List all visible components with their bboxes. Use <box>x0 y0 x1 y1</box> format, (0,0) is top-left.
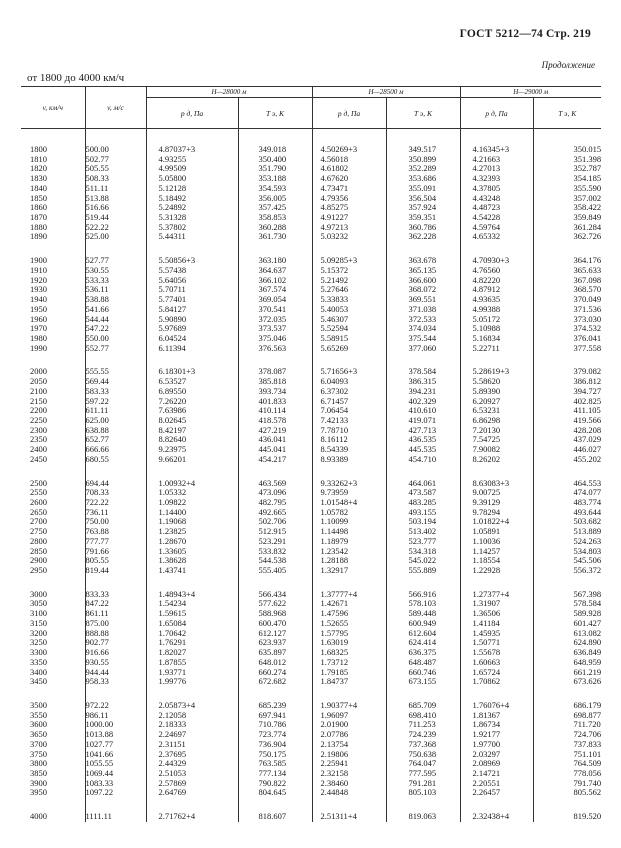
cell-pd1: 2.05873+4 2.12058 2.18333 2.24697 2.31151 2.37695 2.44329 2.51053 2.57869 2.64769 <box>146 687 238 798</box>
data-table <box>21 86 601 822</box>
cell-pd1: 1.00932+4 1.05332 1.09822 1.14400 1.19068 1.23825 1.28670 1.33605 1.38628 1.43741 <box>146 465 238 576</box>
cell-pd1: 1.48943+4 1.54234 1.59615 1.65084 1.70642 1.76291 1.82027 1.87855 1.93771 1.99776 <box>146 576 238 687</box>
table-row-group-2 <box>21 242 601 353</box>
cell-v-ms: 555.55 569.44 583.33 597.22 611.11 625.00 638.88 652.77 666.66 680.55 <box>85 353 146 464</box>
cell-t1: 349.018 350.400 351.790 353.188 354.593 356.005 357.425 358.853 360.288 361.730 <box>238 129 312 243</box>
table-row-group-5 <box>21 576 601 687</box>
cell-t2: 685.709 698.410 711.253 724.239 737.368 750.638 764.047 777.595 791.281 805.103 <box>386 687 460 798</box>
cell-v-ms: 527.77 530.55 533.33 536.11 538.88 541.66 544.44 547.22 550.00 552.77 <box>85 242 146 353</box>
cell-pd3: 4.16345+3 4.21663 4.27013 4.32393 4.37805 4.43248 4.48723 4.54228 4.59764 4.65332 <box>460 129 533 243</box>
cell-pd2: 1.37777+4 1.42671 1.47596 1.52655 1.57795 1.63019 1.68325 1.73712 1.79185 1.84737 <box>312 576 386 687</box>
cell-v-kmh: 3500 3550 3600 3650 3700 3750 3800 3850 3900 3950 <box>30 699 47 798</box>
cell-pd2: 2.51311+4 <box>312 798 386 822</box>
cell-pd2: 5.09285+3 5.15372 5.21492 5.27646 5.33833 5.40053 5.46307 5.52594 5.58915 5.65269 <box>312 242 386 353</box>
col-alt2: H—28500 м <box>312 87 460 98</box>
col-pd3: p д, Па <box>460 98 533 129</box>
data-table-wrapper <box>21 86 601 822</box>
cell-t1: 818.607 <box>238 798 312 822</box>
cell-t1: 363.180 364.637 366.102 367.574 369.054 370.541 372.035 373.537 375.046 376.563 <box>238 242 312 353</box>
table-row-group-3 <box>21 353 601 464</box>
cell-pd3: 8.63083+3 9.00725 9.39129 9.78294 1.01822+4 1.05891 1.10036 1.14257 1.18554 1.22928 <box>460 465 533 576</box>
cell-t3: 819.520 <box>533 798 601 822</box>
col-t3: T э, К <box>533 98 601 129</box>
cell-t2: 363.678 365.135 366.600 368.072 369.551 371.038 372.533 374.034 375.544 377.060 <box>386 242 460 353</box>
continuation-label: Продолжение <box>541 60 595 70</box>
cell-t1: 463.569 473.096 482.795 492.665 502.706 512.915 523.291 533.832 544.538 555.405 <box>238 465 312 576</box>
cell-pd3: 5.28619+3 5.58620 5.89390 6.20927 6.53231 6.86298 7.20130 7.54725 7.90082 8.26202 <box>460 353 533 464</box>
cell-pd2: 9.33262+3 9.73959 1.01548+4 1.05782 1.10099 1.14498 1.18979 1.23542 1.28188 1.32917 <box>312 465 386 576</box>
cell-t3: 379.082 386.812 394.727 402.825 411.105 419.566 428.208 437.029 446.027 455.202 <box>533 353 601 464</box>
cell-pd3: 4.70930+3 4.76560 4.82220 4.87912 4.93635 4.99388 5.05172 5.10988 5.16834 5.22711 <box>460 242 533 353</box>
cell-pd3: 1.76076+4 1.81367 1.86734 1.92177 1.97700 2.03297 2.08969 2.14721 2.20551 2.26457 <box>460 687 533 798</box>
cell-t1: 566.434 577.622 588.968 600.470 612.127 623.937 635.897 648.012 660.274 672.682 <box>238 576 312 687</box>
cell-pd1: 6.18301+3 6.53527 6.89550 7.26220 7.63986 8.02645 8.42197 8.82640 9.23975 9.66201 <box>146 353 238 464</box>
cell-t3: 350.015 351.398 352.787 354.185 355.590 357.002 358.422 359.849 361.284 362.726 <box>533 129 601 243</box>
cell-pd2: 1.90377+4 1.96097 2.01900 2.07786 2.13754 2.19806 2.25941 2.32158 2.38460 2.44848 <box>312 687 386 798</box>
cell-t1: 685.239 697.941 710.786 723.774 736.904 750.175 763.585 777.134 790.822 804.645 <box>238 687 312 798</box>
cell-v-kmh: 2500 2550 2600 2650 2700 2750 2800 2850 2900 2950 <box>30 477 47 576</box>
cell-t3: 464.553 474.077 483.774 493.644 503.682 513.889 524.263 534.803 545.506 556.372 <box>533 465 601 576</box>
cell-t2: 464.061 473.587 483.285 493.155 503.194 513.402 523.777 534.318 545.022 555.889 <box>386 465 460 576</box>
cell-v-ms: 1111.11 <box>85 798 146 822</box>
cell-t2: 349.517 350.899 352.289 353.686 355.091 356.504 357.924 359.351 360.786 362.228 <box>386 129 460 243</box>
cell-pd2: 5.71656+3 6.04093 6.37302 6.71457 7.06454 7.42133 7.78710 8.16112 8.54339 8.93389 <box>312 353 386 464</box>
cell-v-ms: 694.44 708.33 722.22 736.11 750.00 763.88 777.77 791.66 805.55 819.44 <box>85 465 146 576</box>
table-row-group-1 <box>21 129 601 243</box>
col-t2: T э, К <box>386 98 460 129</box>
cell-t2: 378.584 386.315 394.231 402.329 410.610 419.071 427.713 436.535 445.535 454.710 <box>386 353 460 464</box>
cell-pd1: 5.50856+3 5.57438 5.64056 5.70711 5.77401 5.84127 5.90890 5.97689 6.04524 6.11394 <box>146 242 238 353</box>
page-header: ГОСТ 5212—74 Стр. 219 <box>459 28 591 40</box>
cell-pd1: 4.87037+3 4.93255 4.99509 5.05800 5.12128 5.18492 5.24892 5.31328 5.37802 5.44311 <box>146 129 238 243</box>
cell-v-ms: 500.00 502.77 505.55 508.33 511.11 513.88 516.66 519.44 522.22 525.00 <box>85 129 146 243</box>
cell-t3: 567.398 578.584 589.928 601.427 613.082 624.890 636.849 648.959 661.219 673.626 <box>533 576 601 687</box>
cell-pd2: 4.50269+3 4.56018 4.61802 4.67620 4.73471 4.79356 4.85275 4.91227 4.97213 5.03232 <box>312 129 386 243</box>
table-row-group-4 <box>21 465 601 576</box>
cell-v-kmh: 2000 2050 2100 2150 2200 2250 2300 2350 2400 2450 <box>30 366 47 464</box>
cell-t2: 566.916 578.103 589.448 600.949 612.604 624.414 636.375 648.487 660.746 673.155 <box>386 576 460 687</box>
cell-t2: 819.063 <box>386 798 460 822</box>
table-row-group-7 <box>21 798 601 822</box>
col-t1: T э, К <box>238 98 312 129</box>
cell-t3: 364.176 365.633 367.098 368.570 370.049 371.536 373.030 374.532 376.041 377.558 <box>533 242 601 353</box>
cell-v-kmh: 3000 3050 3100 3150 3200 3250 3300 3350 3400 3450 <box>30 588 47 687</box>
cell-pd3: 1.27377+4 1.31907 1.36506 1.41184 1.45935 1.50771 1.55678 1.60663 1.65724 1.70862 <box>460 576 533 687</box>
col-v-ms: v, м/с <box>85 87 146 129</box>
table-row-group-6 <box>21 687 601 798</box>
cell-v-kmh: 1800 1810 1820 1830 1840 1850 1860 1870 1880 1890 <box>30 144 47 242</box>
cell-v-ms: 972.22 986.11 1000.00 1013.88 1027.77 1041.66 1055.55 1069.44 1083.33 1097.22 <box>85 687 146 798</box>
cell-v-ms: 833.33 847.22 861.11 875.00 888.88 902.77 916.66 930.55 944.44 958.33 <box>85 576 146 687</box>
cell-v-kmh: 4000 <box>30 811 47 822</box>
cell-t3: 686.179 698.877 711.720 724.706 737.833 751.101 764.509 778.056 791.740 805.562 <box>533 687 601 798</box>
col-pd1: p д, Па <box>146 98 238 129</box>
cell-pd1: 2.71762+4 <box>146 798 238 822</box>
cell-v-kmh: 1900 1910 1920 1930 1940 1950 1960 1970 1980 1990 <box>30 255 47 353</box>
col-alt1: H—28000 м <box>146 87 312 98</box>
col-pd2: p д, Па <box>312 98 386 129</box>
col-v-kmh: v, км/ч <box>21 87 85 129</box>
col-alt3: H—29000 м <box>460 87 601 98</box>
cell-pd3: 2.32438+4 <box>460 798 533 822</box>
range-label: от 1800 до 4000 км/ч <box>27 72 125 84</box>
cell-t1: 378.087 385.818 393.734 401.833 410.114 418.578 427.219 436.041 445.041 454.217 <box>238 353 312 464</box>
